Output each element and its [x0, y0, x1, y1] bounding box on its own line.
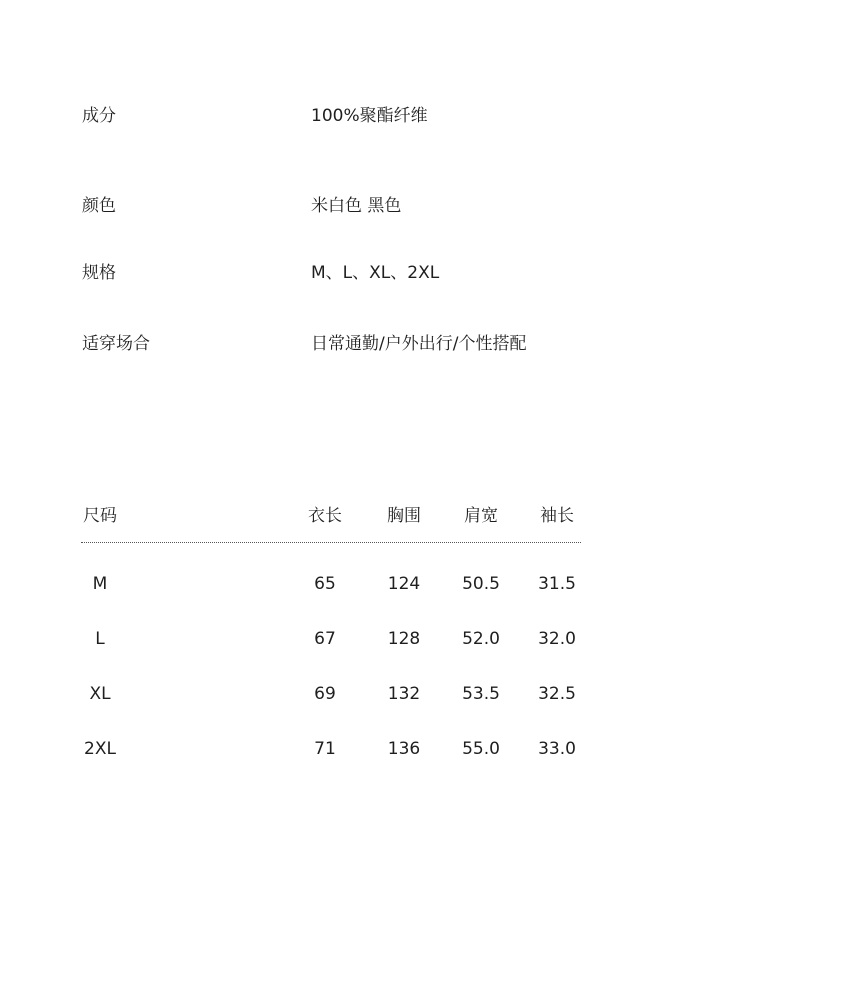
cell-size: 2XL	[84, 739, 116, 759]
cell-sleeve: 33.0	[538, 739, 576, 759]
header-chest: 胸围	[387, 506, 421, 526]
header-shoulder: 肩宽	[464, 506, 498, 526]
table-divider	[81, 542, 581, 543]
header-length: 衣长	[308, 506, 342, 526]
cell-size: XL	[89, 684, 111, 704]
cell-chest: 136	[387, 739, 421, 759]
cell-shoulder: 50.5	[462, 574, 500, 594]
spec-value-occasion: 日常通勤/户外出行/个性搭配	[311, 334, 527, 354]
cell-sleeve: 32.5	[538, 684, 576, 704]
header-sleeve: 袖长	[540, 506, 574, 526]
cell-size: M	[92, 574, 108, 594]
cell-chest: 128	[387, 629, 421, 649]
cell-length: 69	[314, 684, 336, 704]
spec-value-material: 100%聚酯纤维	[311, 106, 428, 126]
cell-size: L	[95, 629, 105, 649]
cell-shoulder: 53.5	[462, 684, 500, 704]
spec-label-color: 颜色	[82, 196, 116, 216]
spec-value-color: 米白色 黑色	[311, 196, 402, 216]
spec-value-size: M、L、XL、2XL	[311, 263, 440, 283]
cell-shoulder: 55.0	[462, 739, 500, 759]
cell-length: 65	[314, 574, 336, 594]
cell-chest: 124	[387, 574, 421, 594]
cell-shoulder: 52.0	[462, 629, 500, 649]
spec-label-size: 规格	[82, 263, 116, 283]
cell-sleeve: 31.5	[538, 574, 576, 594]
header-size: 尺码	[83, 506, 117, 526]
spec-label-material: 成分	[82, 106, 116, 126]
cell-length: 67	[314, 629, 336, 649]
cell-sleeve: 32.0	[538, 629, 576, 649]
cell-length: 71	[314, 739, 336, 759]
cell-chest: 132	[387, 684, 421, 704]
spec-label-occasion: 适穿场合	[82, 334, 150, 354]
